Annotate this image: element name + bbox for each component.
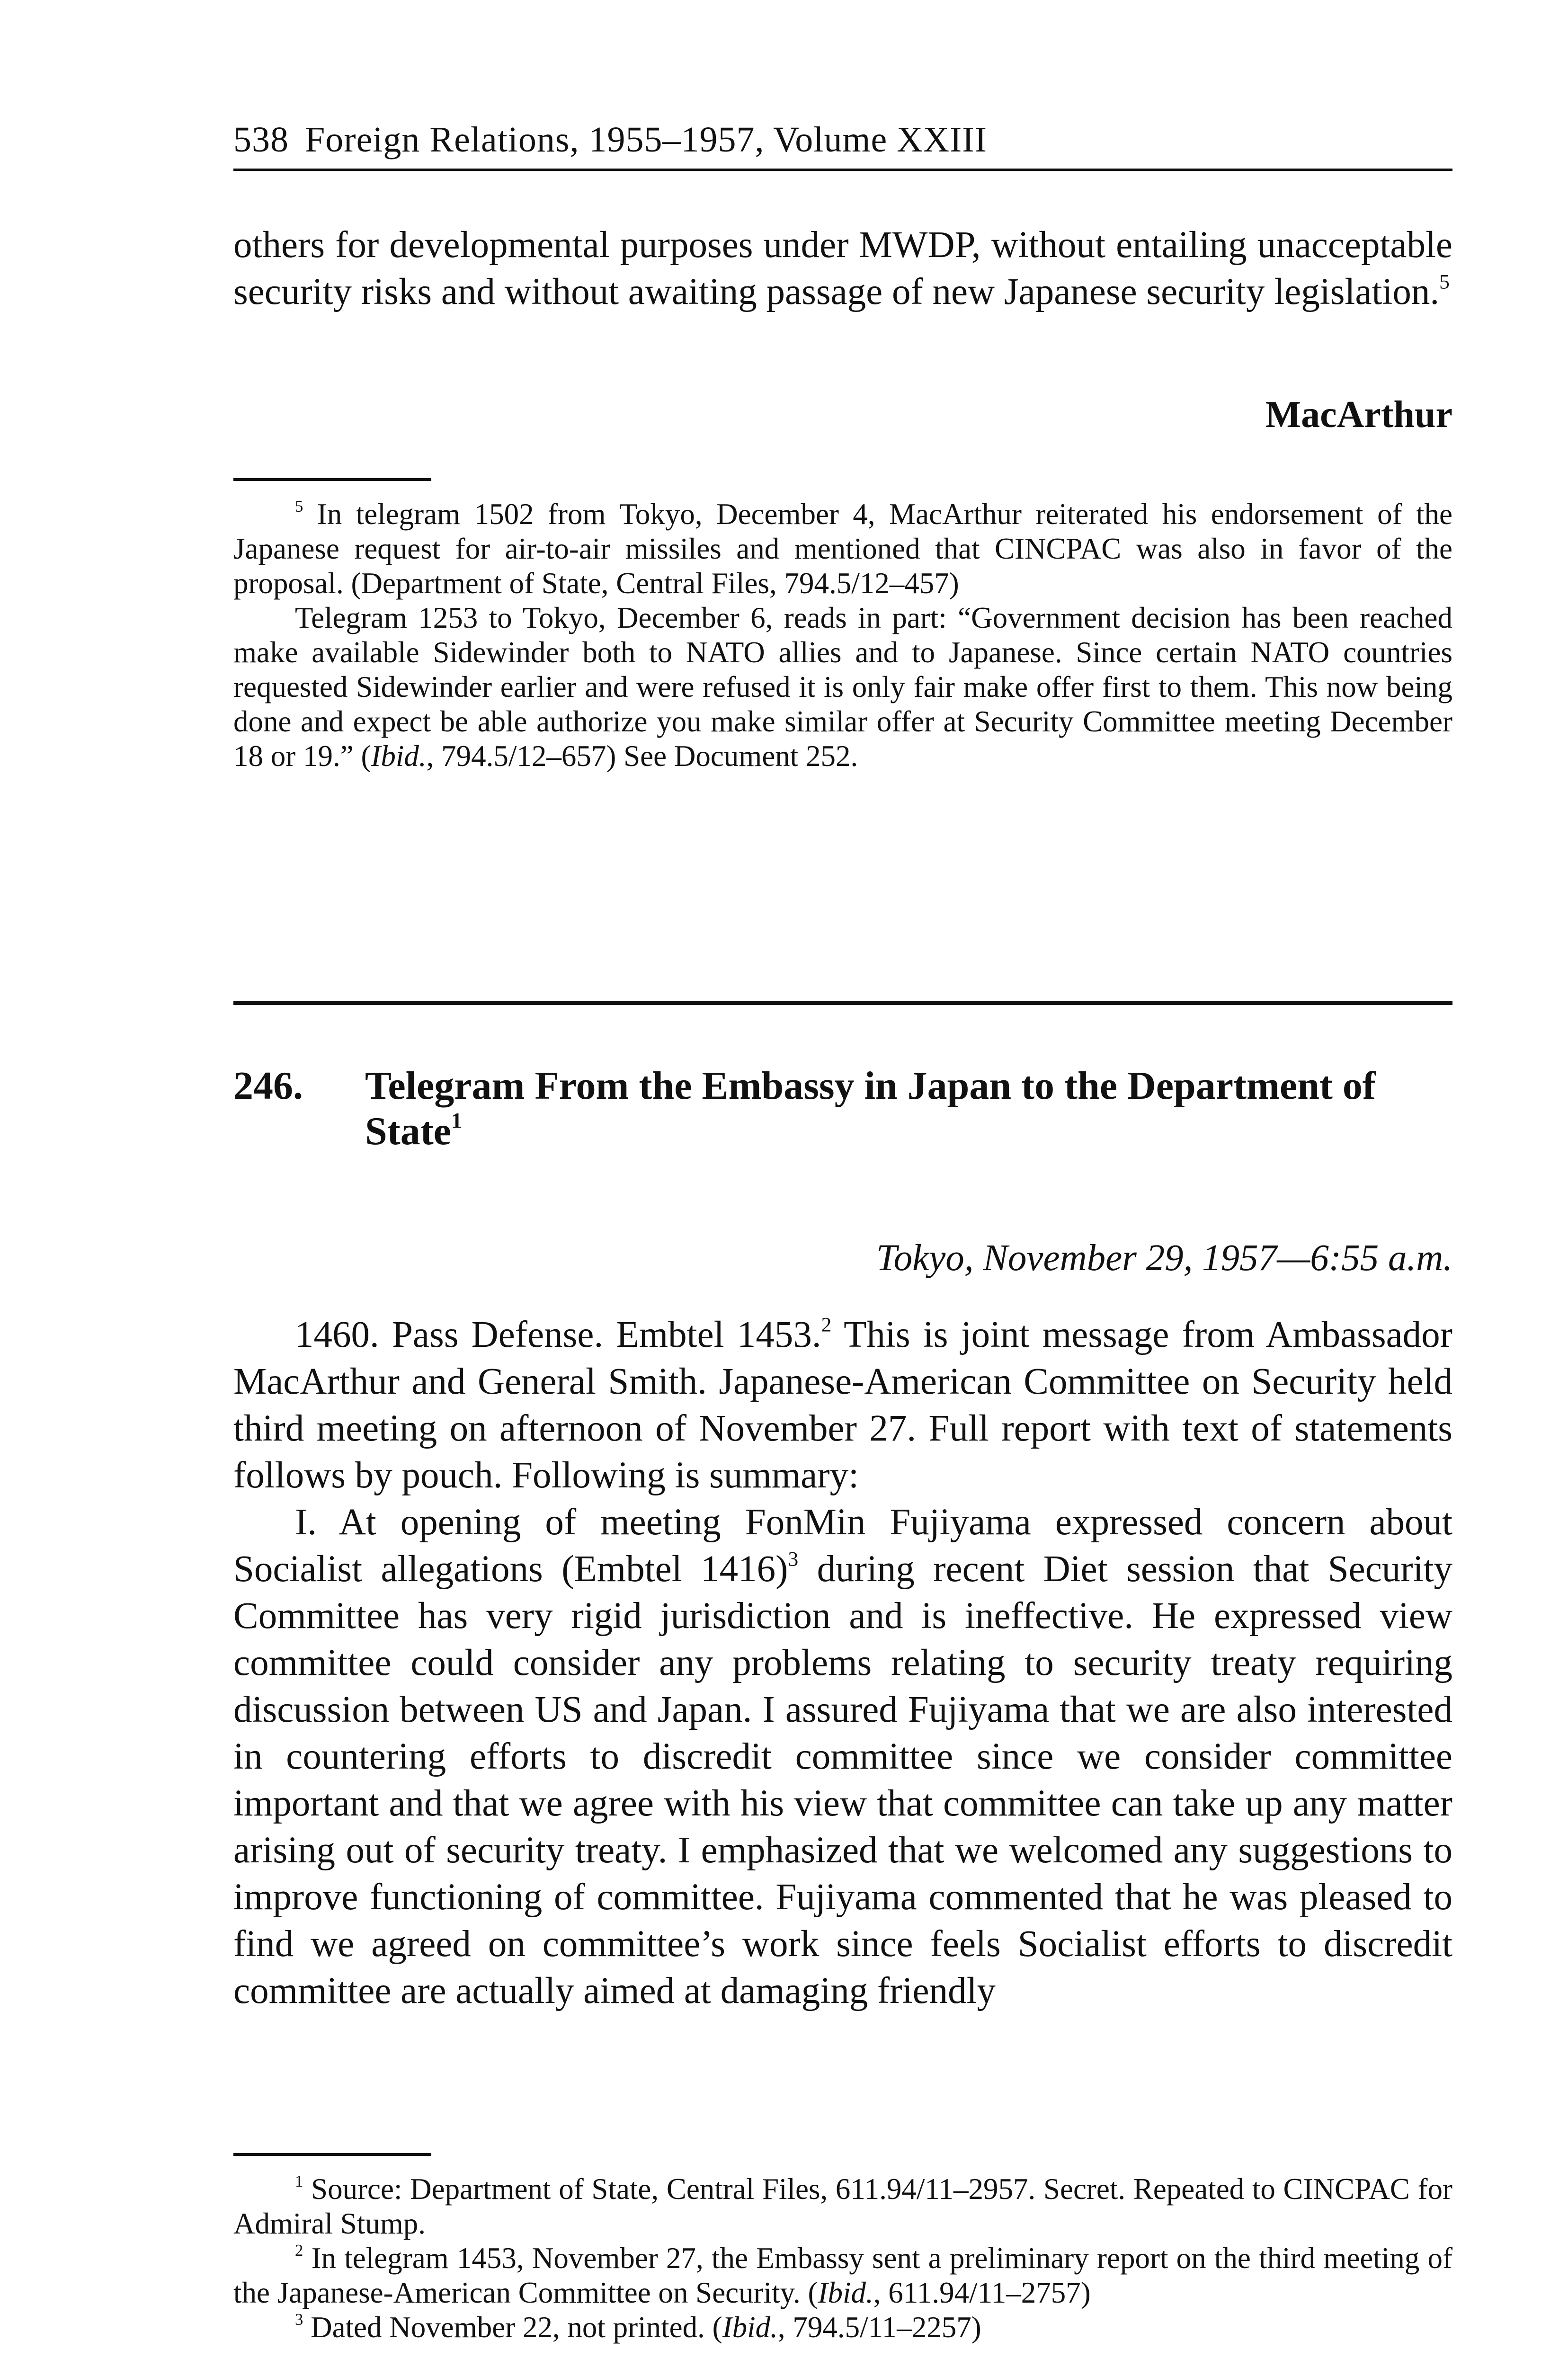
footnote-text: In telegram 1453, November 27, the Embassy sent a preliminary report on the third meeting of the Japanese-American Committee on Security. ( [233, 2242, 1453, 2309]
continuation-paragraph [233, 222, 1452, 315]
document-body [233, 1311, 1452, 2014]
footnote-marker: 5 [295, 498, 303, 516]
footnote-3 [233, 2310, 1452, 2345]
footnote-text: Dated November 22, not printed. ( [311, 2311, 722, 2344]
header-rule [233, 169, 1452, 171]
footnote-marker: 2 [295, 2242, 303, 2260]
footnote-marker: 1 [295, 2172, 303, 2191]
footnote-rule [233, 2153, 431, 2156]
footnote-5 [233, 497, 1452, 601]
paragraph: 1460. Pass Defense. Embtel 1453.$^2$ This is joint message from Ambassador MacArthur and General Smith. Japanese-American Committee on Security held third meeting on afternoon of November 27. Full report with text of statements follows by pouch. Following is summary: [233, 1313, 1452, 1496]
paragraph: I. At opening of meeting FonMin Fujiyama expressed concern about Socialist allegations (Embtel 1416)$^3$ during recent Diet session that Security Committee has very rigid jurisdiction and is ineffective. He expressed view committee could consider any problems relating to security treaty requiring discussion between US and Japan. I assured Fujiyama that we are also interested in countering efforts to discredit committee since we consider committee important and that we agree with his view that committee can take up any matter arising out of security treaty. I emphasized that we welcomed any suggestions to improve functioning of committee. Fujiyama commented that he was pleased to find we agreed on committee’s work since feels Socialist efforts to discredit committee are actually aimed at damaging friendly [233, 1502, 1452, 2011]
footnote-ref-2[interactable]: 2 [821, 1313, 832, 1336]
continuation-text: others for developmental purposes under MWDP, without entailing unacceptable security risks and without awaiting passage of new Japanese security legislation. [233, 224, 1452, 312]
page-number: 538 [233, 120, 289, 160]
running-title: Foreign Relations, 1955–1957, Volume XXIII [305, 120, 987, 160]
document-separator [233, 1001, 1452, 1005]
footnote-ref-1[interactable]: 1 [451, 1108, 463, 1133]
running-header [233, 118, 1452, 161]
footnote-text: , 611.94/11–2757) [873, 2276, 1091, 2309]
footnote-marker: 3 [295, 2311, 303, 2329]
document-title: Telegram From the Embassy in Japan to the Department of State$^1$ [365, 1064, 1376, 1153]
ibid-citation: Ibid. [818, 2276, 873, 2309]
signature: MacArthur [1265, 394, 1452, 436]
footnote-1 [233, 2172, 1452, 2241]
ibid-citation: Ibid. [371, 739, 427, 773]
footnote-2 [233, 2241, 1452, 2310]
footnote-text: , 794.5/12–657) See Document 252. [426, 739, 858, 773]
footnote-5-continued [233, 601, 1452, 774]
footnote-block-bottom [233, 2172, 1452, 2345]
footnote-rule [233, 478, 431, 481]
footnote-text: In telegram 1502 from Tokyo, December 4, MacArthur reiterated his endorsement of the Japanese request for air-to-air missiles and mentioned that CINCPAC was also in favor of the proposal. (Department of State, Central Files, 794.5/12–457) [233, 498, 1453, 600]
footnote-text: Telegram 1253 to Tokyo, December 6, reads in part: “Government decision has been reached make available Sidewinder both to NATO allies and to Japanese. Since certain NATO countries requested Sidewinder earlier and were refused it is only fair make offer first to them. This now being done and expect be able authorize you make similar offer at Security Committee meeting December 18 or 19.” ( [233, 601, 1452, 773]
footnote-block-top [233, 497, 1452, 774]
footnote-ref-5[interactable]: 5 [1439, 270, 1450, 294]
document-number: 246. [233, 1064, 303, 1108]
footnote-ref-3[interactable]: 3 [788, 1548, 799, 1571]
dateline: Tokyo, November 29, 1957—6:55 a.m. [876, 1237, 1452, 1279]
ibid-citation: Ibid. [722, 2311, 778, 2344]
footnote-text: Source: Department of State, Central Files, 611.94/11–2957. Secret. Repeated to CINCPAC for Admiral Stump. [233, 2172, 1452, 2240]
footnote-text: , 794.5/11–2257) [777, 2311, 981, 2344]
